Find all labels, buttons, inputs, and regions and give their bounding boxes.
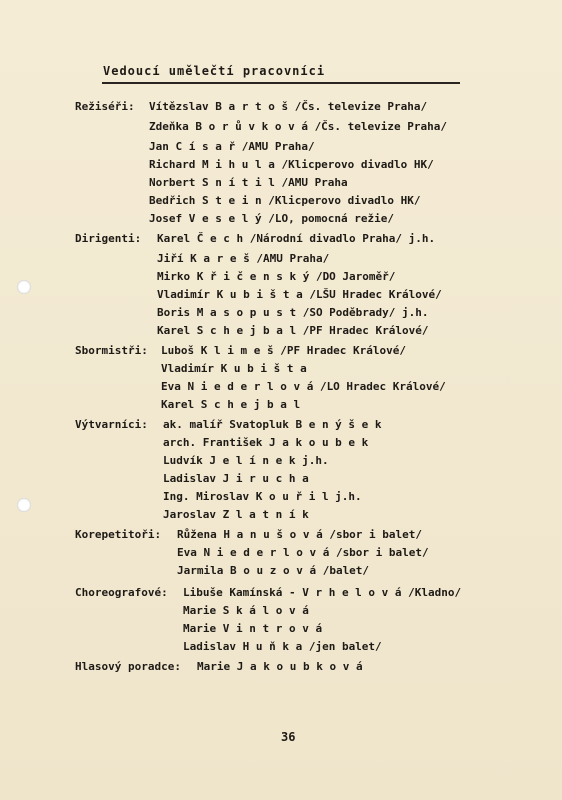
punch-hole: [17, 498, 31, 512]
staff-entry: Ludvík J e l í n e k j.h.: [163, 454, 329, 467]
section-label: Choreografové:: [75, 586, 168, 599]
staff-entry: Eva N i e d e r l o v á /LO Hradec Králové/: [161, 380, 446, 393]
staff-entry: Boris M a s o p u s t /SO Poděbrady/ j.h.: [157, 306, 429, 319]
staff-entry: Vítězslav B a r t o š /Čs. televize Praha/: [149, 100, 428, 113]
staff-entry: Ladislav H u ň k a /jen balet/: [183, 640, 382, 653]
staff-entry: Růžena H a n u š o v á /sbor i balet/: [177, 528, 423, 541]
staff-entry: Jan C í s a ř /AMU Praha/: [149, 140, 315, 153]
staff-entry: Bedřich S t e i n /Klicperovo divadlo HK/: [149, 194, 421, 207]
staff-entry: ak. malíř Svatopluk B e n ý š e k: [163, 418, 382, 431]
page-number: 36: [281, 730, 296, 744]
section-label: Výtvarníci:: [75, 418, 148, 431]
staff-entry: Marie J a k o u b k o v á: [197, 660, 363, 673]
punch-hole: [17, 280, 31, 294]
staff-entry: Richard M i h u l a /Klicperovo divadlo HK/: [149, 158, 434, 171]
staff-entry: Ladislav J i r u c h a: [163, 472, 309, 485]
staff-entry: Jaroslav Z l a t n í k: [163, 508, 309, 521]
section-label: Dirigenti:: [75, 232, 142, 245]
staff-entry: Karel Č e c h /Národní divadlo Praha/ j.h.: [157, 232, 436, 245]
staff-entry: Jarmila B o u z o v á /balet/: [177, 564, 370, 577]
staff-entry: Karel S c h e j b a l /PF Hradec Králové/: [157, 324, 429, 337]
staff-entry: arch. František J a k o u b e k: [163, 436, 369, 449]
staff-entry: Vladimír K u b i š t a: [161, 362, 307, 375]
staff-entry: Marie V i n t r o v á: [183, 622, 323, 635]
staff-entry: Jiří K a r e š /AMU Praha/: [157, 252, 330, 265]
staff-entry: Libuše Kamínská - V r h e l o v á /Kladno/: [183, 586, 462, 599]
staff-entry: Mirko K ř i č e n s k ý /DO Jaroměř/: [157, 270, 396, 283]
staff-entry: Ing. Miroslav K o u ř i l j.h.: [163, 490, 362, 503]
staff-entry: Zdeňka B o r ů v k o v á /Čs. televize Praha/: [149, 120, 448, 133]
staff-entry: Karel S c h e j b a l: [161, 398, 301, 411]
page-title: Vedoucí umělečtí pracovníci: [103, 64, 326, 78]
title-underline: [102, 82, 460, 84]
staff-entry: Luboš K l i m e š /PF Hradec Králové/: [161, 344, 407, 357]
section-label: Hlasový poradce:: [75, 660, 181, 673]
staff-entry: Norbert S n í t i l /AMU Praha: [149, 176, 348, 189]
staff-entry: Josef V e s e l ý /LO, pomocná režie/: [149, 212, 395, 225]
section-label: Sbormistři:: [75, 344, 148, 357]
section-label: Korepetitoři:: [75, 528, 162, 541]
section-label: Režiséři:: [75, 100, 135, 113]
staff-entry: Marie S k á l o v á: [183, 604, 309, 617]
staff-entry: Eva N i e d e r l o v á /sbor i balet/: [177, 546, 429, 559]
staff-entry: Vladimír K u b i š t a /LŠU Hradec Králové/: [157, 288, 442, 301]
